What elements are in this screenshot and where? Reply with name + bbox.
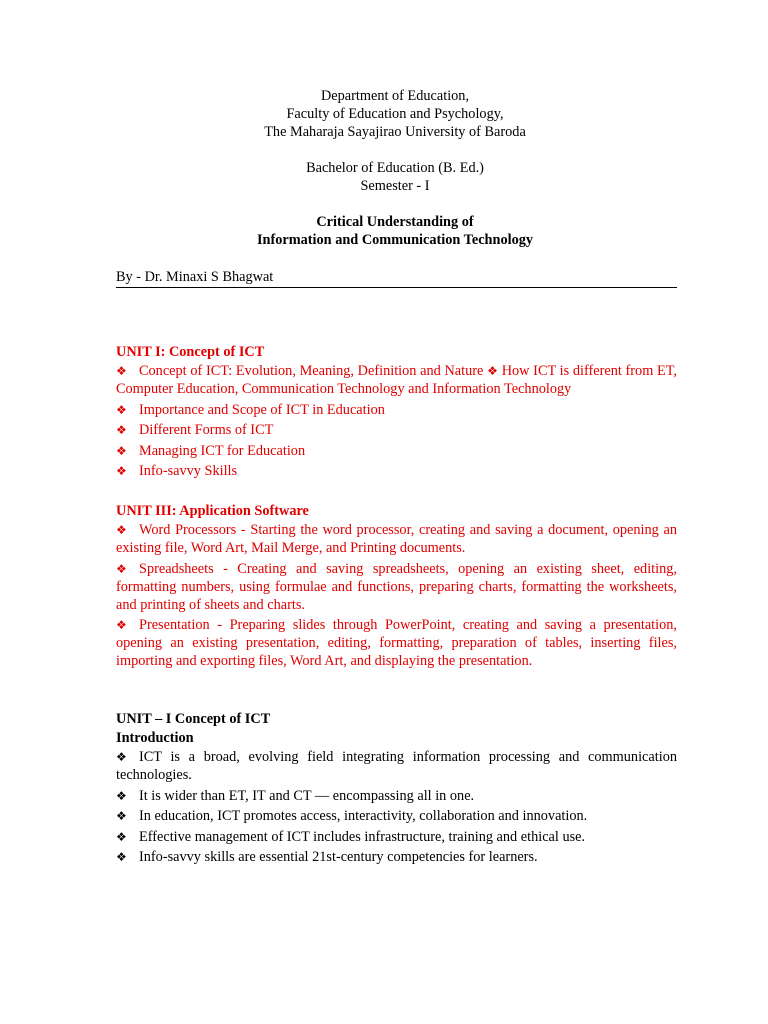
diamond-bullet-icon: ❖ [116,443,127,458]
program-name: Bachelor of Education (B. Ed.) [306,160,484,176]
diamond-bullet-icon: ❖ [116,561,127,576]
list-item: ❖ Importance and Scope of ICT in Education [116,401,385,418]
introduction-heading: Introduction [116,730,194,746]
list-item: ❖ Managing ICT for Education [116,442,306,459]
department-name: Department of Education, [320,88,470,104]
diamond-bullet-icon: ❖ [116,423,127,437]
list-item: ❖ Different Forms of ICT [116,422,274,438]
list-item: ❖ Info-savvy Skills [116,463,238,479]
diamond-bullet-icon: ❖ [116,809,127,823]
intro-unit-title: UNIT – I Concept of ICT [116,711,271,727]
list-item: ❖ ICT is a broad, evolving field integrating information processing and communication technologies. [116,749,677,783]
university-name: The Maharaja Sayajirao University of Baroda [264,124,526,140]
list-item: ❖ Info-savvy skills are essential 21st-century competencies for learners. [116,849,538,865]
list-item: ❖ Word Processors - Starting the word processor, creating and saving a document, opening an existing file, Word Art, Mail Merge, and Printing documents. [116,522,677,556]
semester-label: Semester - I [360,178,430,194]
diamond-bullet-icon: ❖ [116,402,127,417]
diamond-bullet-icon: ❖ [116,829,127,844]
course-title-line-1: Critical Understanding of [316,214,474,230]
list-item: ❖ It is wider than ET, IT and CT — encompassing all in one. [116,787,475,804]
unit-3-title: UNIT III: Application Software [116,503,309,519]
list-item: ❖ Effective management of ICT includes infrastructure, training and ethical use. [116,828,586,845]
diamond-bullet-icon: ❖ [116,788,127,803]
course-title-line-2: Information and Communication Technology [256,232,534,248]
unit-1-introduction [116,710,677,869]
diamond-bullet-icon: ❖ [116,364,127,378]
faculty-name: Faculty of Education and Psychology, [286,106,504,122]
unit-3-syllabus [116,502,677,673]
diamond-bullet-icon: ❖ [116,618,127,632]
diamond-bullet-icon: ❖ [116,523,127,537]
unit-1-title: UNIT I: Concept of ICT [116,344,265,360]
diamond-bullet-icon: ❖ [116,464,127,478]
unit-1-syllabus [116,343,677,483]
list-item: ❖ Presentation - Preparing slides through PowerPoint, creating and saving a presentation, opening an existing presentation, editing, formatting, preparation of tables, inserting files, importing and exporting files, Word Art, and displaying the presentation. [116,617,677,669]
list-item: ❖ Concept of ICT: Evolution, Meaning, Definition and Nature ❖ How ICT is different from ET, Computer Education, Communication Technology and Information Technology [116,363,678,397]
document-header [0,87,768,249]
list-item: ❖ Spreadsheets - Creating and saving spreadsheets, opening an existing sheet, editing, formatting numbers, using formulae and functions, preparing charts, formatting the worksheets, and printing of sheets and charts. [116,560,677,613]
diamond-bullet-icon: ❖ [487,364,498,378]
diamond-bullet-icon: ❖ [116,750,127,764]
diamond-bullet-icon: ❖ [116,850,127,864]
list-item: ❖ In education, ICT promotes access, interactivity, collaboration and innovation. [116,808,588,824]
author-byline: By - Dr. Minaxi S Bhagwat [116,268,677,288]
